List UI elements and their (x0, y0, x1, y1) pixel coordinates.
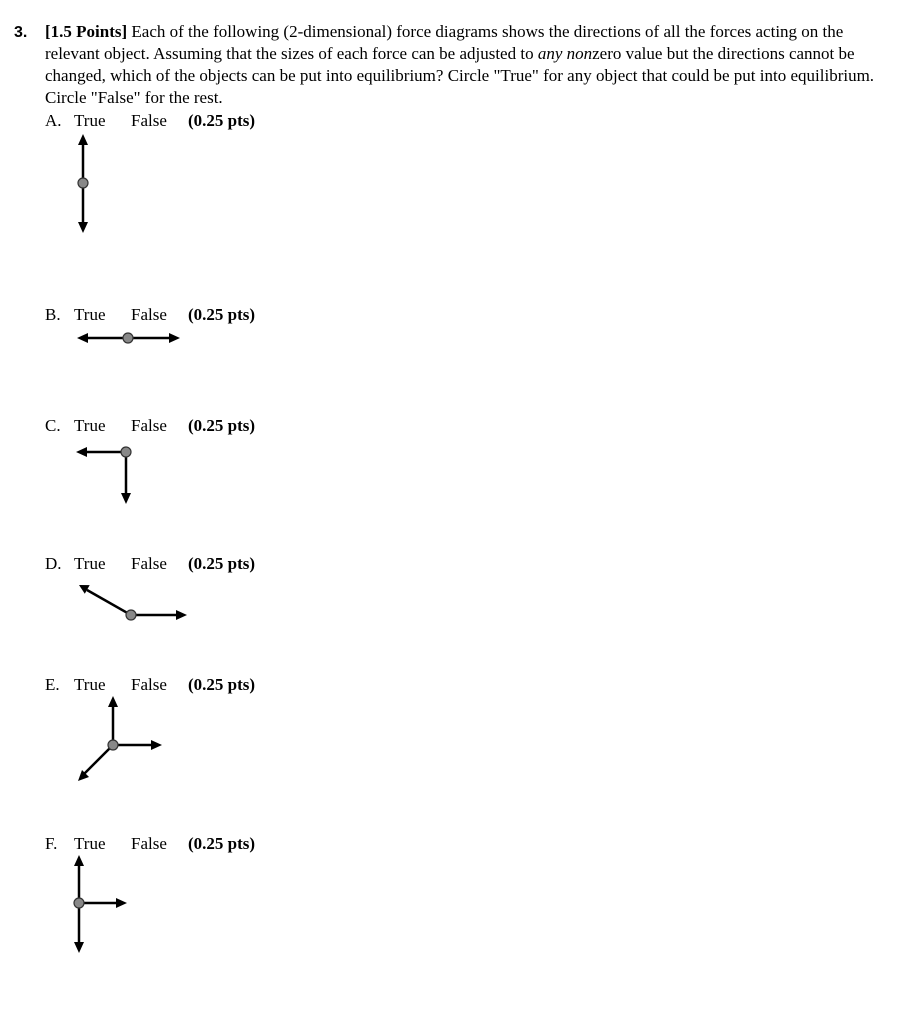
force-diagram-d-icon (79, 585, 187, 620)
force-diagram-b-icon (77, 333, 180, 343)
choice-letter: D. (45, 554, 62, 573)
force-arrow-up-left (87, 590, 131, 615)
force-diagram-a-icon (78, 134, 88, 233)
object-point (121, 447, 131, 457)
choice-letter: F. (45, 834, 58, 853)
arrowhead-left (77, 333, 88, 343)
object-point (78, 178, 88, 188)
choice-a-true-option[interactable]: True (74, 111, 106, 130)
choice-e-false-option[interactable]: False (131, 675, 167, 694)
arrowhead-down (78, 222, 88, 233)
choice-f-true-option[interactable]: True (74, 834, 106, 853)
question-text-part2: zero value but the directions cannot be changed, which of the objects can be put into equilibrium? Circle "True" for any object that could be put into equilibrium. Circle "False" for the rest. (45, 44, 875, 107)
force-diagram-e-icon (78, 696, 162, 781)
object-point (108, 740, 118, 750)
choice-points: (0.25 pts) (188, 834, 256, 853)
force-arrow-down-left (84, 745, 113, 774)
choice-points: (0.25 pts) (188, 554, 256, 573)
choice-c-true-option[interactable]: True (74, 416, 106, 435)
arrowhead-down-left (78, 770, 89, 781)
object-point (123, 333, 133, 343)
choice-c-false-option[interactable]: False (131, 416, 167, 435)
object-point (126, 610, 136, 620)
force-diagram-c-icon (76, 447, 131, 504)
arrowhead-up (78, 134, 88, 145)
arrowhead-right (116, 898, 127, 908)
question-text-part1: Each of the following (2-dimensional) force diagrams shows the directions of all the forces acting on the relevant object. Assuming that the sizes of each force can be adjusted to (45, 22, 844, 63)
question-number: 3. (14, 24, 28, 41)
choice-points: (0.25 pts) (188, 111, 256, 130)
arrowhead-right (151, 740, 162, 750)
choice-d-false-option[interactable]: False (131, 554, 167, 573)
choice-e-true-option[interactable]: True (74, 675, 106, 694)
choice-points: (0.25 pts) (188, 305, 256, 324)
arrowhead-up (74, 855, 84, 866)
choice-d-true-option[interactable]: True (74, 554, 106, 573)
arrowhead-up-left (79, 585, 90, 594)
arrowhead-right (176, 610, 187, 620)
object-point (74, 898, 84, 908)
question-text (45, 21, 890, 109)
choice-letter: A. (45, 111, 62, 130)
arrowhead-up (108, 696, 118, 707)
choice-a-false-option[interactable]: False (131, 111, 167, 130)
arrowhead-down (121, 493, 131, 504)
choice-letter: B. (45, 305, 61, 324)
choice-f-false-option[interactable]: False (131, 834, 167, 853)
choice-points: (0.25 pts) (188, 675, 256, 694)
question-emphasis-non: non (566, 44, 593, 63)
question-emphasis-any: any (537, 44, 563, 63)
choice-letter: C. (45, 416, 61, 435)
question-points-label: [1.5 Points] (45, 22, 128, 41)
choice-b-false-option[interactable]: False (131, 305, 167, 324)
choice-points: (0.25 pts) (188, 416, 256, 435)
arrowhead-right (169, 333, 180, 343)
choice-b-true-option[interactable]: True (74, 305, 106, 324)
arrowhead-left (76, 447, 87, 457)
arrowhead-down (74, 942, 84, 953)
force-diagram-f-icon (74, 855, 127, 953)
choice-letter: E. (45, 675, 60, 694)
